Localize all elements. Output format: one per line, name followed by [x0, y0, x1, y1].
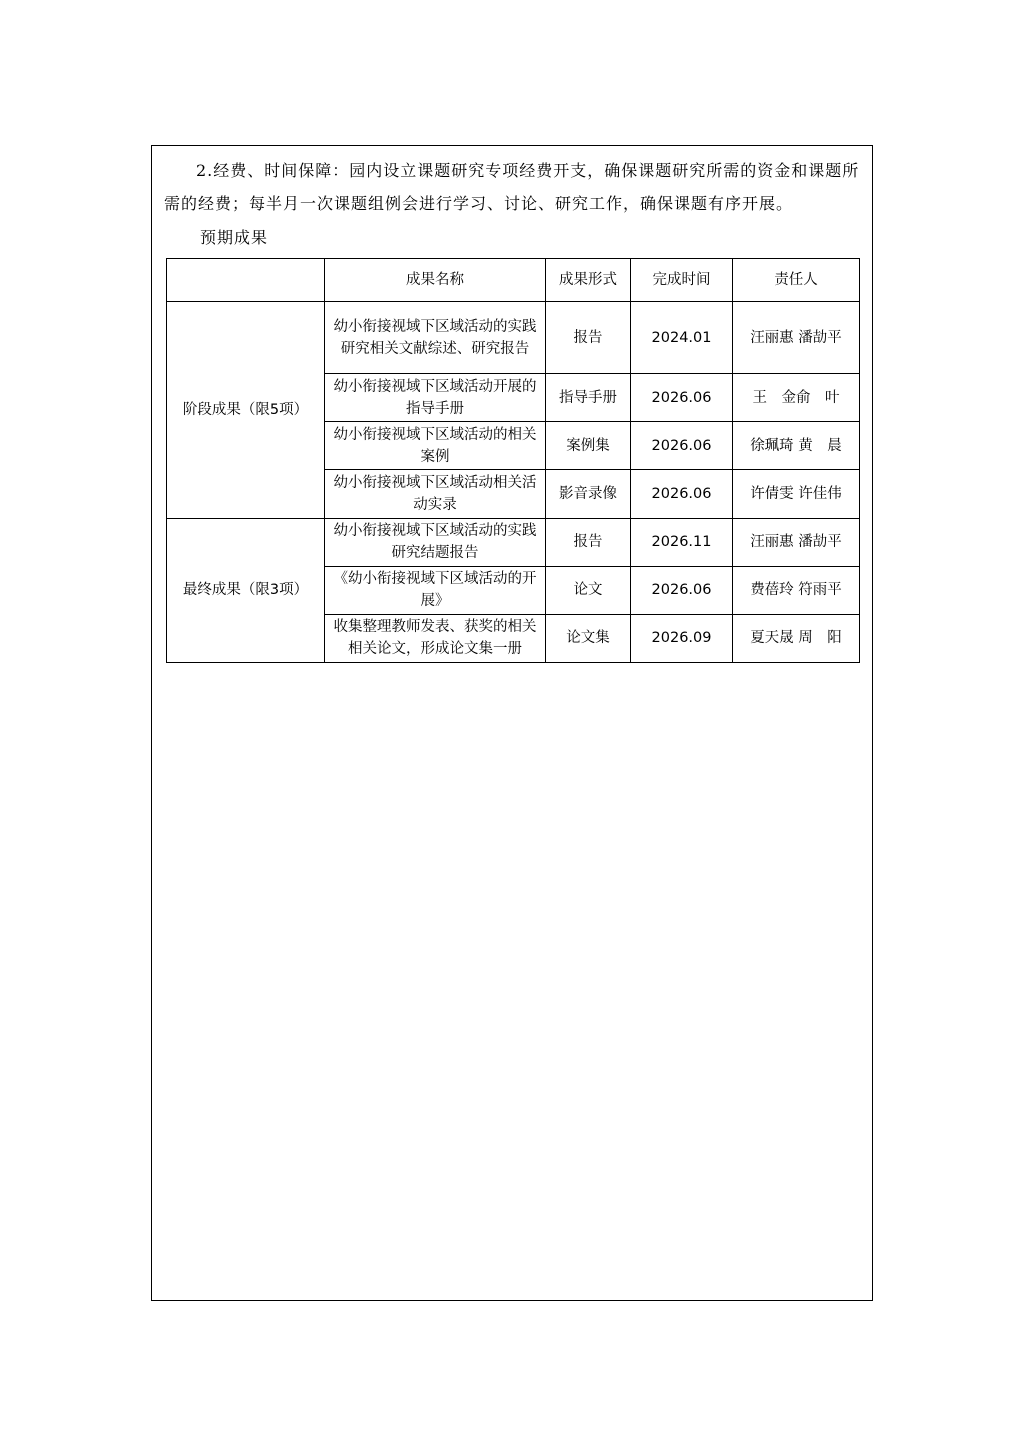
result-name: 幼小衔接视域下区域活动的实践研究结题报告 — [325, 518, 546, 566]
result-time: 2026.09 — [631, 614, 733, 662]
table-header-row — [167, 259, 860, 302]
result-time: 2026.11 — [631, 518, 733, 566]
result-name: 《幼小衔接视域下区域活动的开展》 — [325, 566, 546, 614]
final-results-label: 最终成果（限3项） — [167, 518, 325, 662]
stage-results-label: 阶段成果（限5项） — [167, 302, 325, 519]
result-owner: 许倩雯 许佳伟 — [733, 470, 860, 518]
result-form: 指导手册 — [546, 374, 631, 422]
result-time: 2024.01 — [631, 302, 733, 374]
result-time: 2026.06 — [631, 566, 733, 614]
result-owner: 徐珮琦 黄 晨 — [733, 422, 860, 470]
result-form: 影音录像 — [546, 470, 631, 518]
result-name: 幼小衔接视域下区域活动开展的指导手册 — [325, 374, 546, 422]
form-frame — [151, 145, 873, 1301]
header-cell: 完成时间 — [631, 259, 733, 302]
result-owner: 费蓓玲 符雨平 — [733, 566, 860, 614]
results-table — [166, 258, 860, 663]
result-name: 幼小衔接视域下区域活动的实践研究相关文献综述、研究报告 — [325, 302, 546, 374]
table-row — [167, 518, 860, 566]
header-cell: 责任人 — [733, 259, 860, 302]
result-form: 报告 — [546, 302, 631, 374]
result-name: 幼小衔接视域下区域活动的相关案例 — [325, 422, 546, 470]
result-name: 幼小衔接视域下区域活动相关活动实录 — [325, 470, 546, 518]
header-cell — [167, 259, 325, 302]
result-form: 案例集 — [546, 422, 631, 470]
funding-paragraph: 2.经费、时间保障：园内设立课题研究专项经费开支，确保课题研究所需的资金和课题所需的经费；每半月一次课题组例会进行学习、讨论、研究工作，确保课题有序开展。 — [164, 161, 860, 213]
header-cell: 成果名称 — [325, 259, 546, 302]
result-owner: 夏天晟 周 阳 — [733, 614, 860, 662]
result-form: 论文集 — [546, 614, 631, 662]
table-row — [167, 302, 860, 374]
result-owner: 王 金俞 叶 — [733, 374, 860, 422]
result-owner: 汪丽惠 潘劼平 — [733, 518, 860, 566]
result-form: 论文 — [546, 566, 631, 614]
result-form: 报告 — [546, 518, 631, 566]
header-cell: 成果形式 — [546, 259, 631, 302]
result-time: 2026.06 — [631, 470, 733, 518]
result-name: 收集整理教师发表、获奖的相关相关论文，形成论文集一册 — [325, 614, 546, 662]
result-owner: 汪丽惠 潘劼平 — [733, 302, 860, 374]
result-time: 2026.06 — [631, 374, 733, 422]
result-time: 2026.06 — [631, 422, 733, 470]
section-title: 预期成果 — [200, 228, 269, 247]
